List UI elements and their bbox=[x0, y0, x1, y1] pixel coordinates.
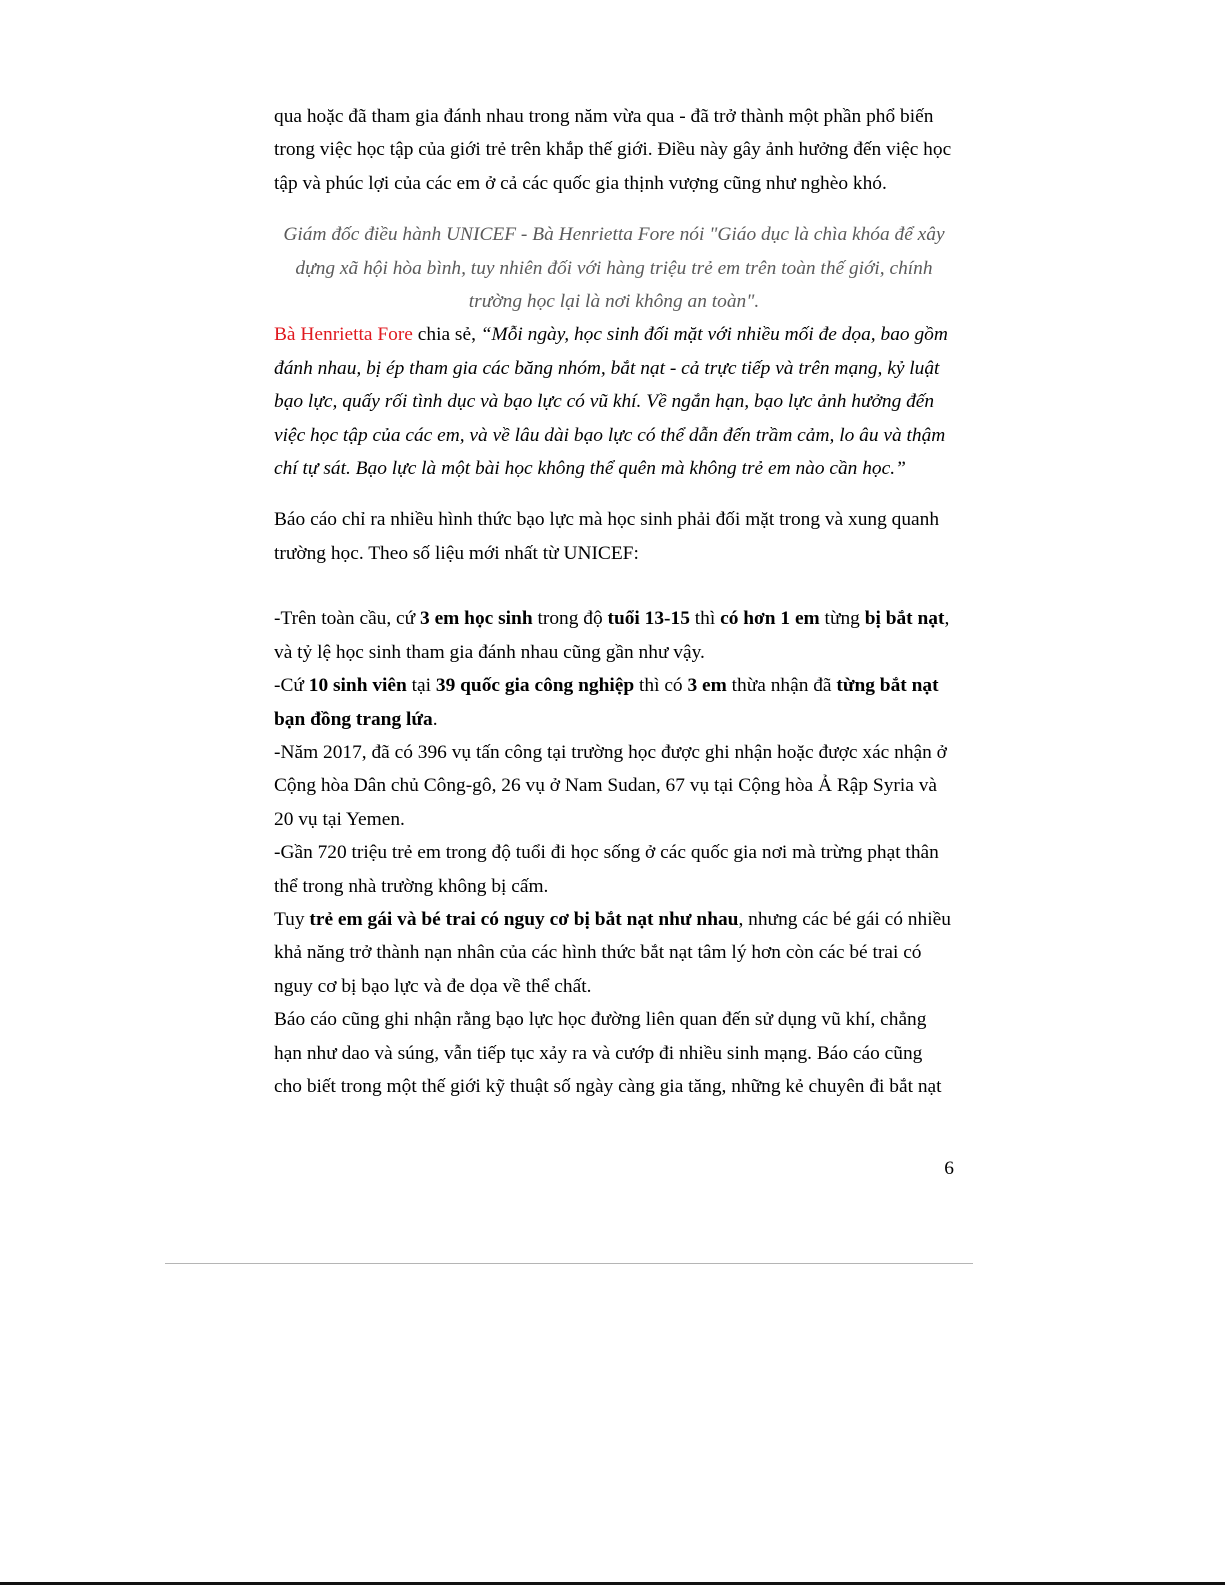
closing-paragraph: Báo cáo cũng ghi nhận rằng bạo lực học đường liên quan đến sử dụng vũ khí, chẳng hạn như dao và súng, vẫn tiếp tục xảy ra và cướp đi nhiều sinh mạng. Báo cáo cũng cho biết trong một thế giới kỹ thuật số ngày càng gia tăng, những kẻ chuyên đi bắt nạt bbox=[274, 1009, 942, 1097]
fact-text: từng bbox=[819, 608, 865, 630]
intro-paragraph: qua hoặc đã tham gia đánh nhau trong năm vừa qua - đã trở thành một phần phổ biến trong việc học tập của giới trẻ trên khắp thế giới. Điều này gây ảnh hưởng đến việc học tập và phúc lợi của các em ở cả các quốc gia thịnh vượng cũng như nghèo khó. bbox=[274, 106, 952, 194]
fact-text: thì có bbox=[634, 675, 688, 697]
gender-bold: trẻ em gái và bé trai có nguy cơ bị bắt nạt như nhau bbox=[309, 908, 739, 930]
fact-bullying-global bbox=[274, 602, 954, 669]
statement-verb: chia sẻ, bbox=[412, 324, 481, 346]
report-intro-paragraph: Báo cáo chỉ ra nhiều hình thức bạo lực mà học sinh phải đối mặt trong và xung quanh trường học. Theo số liệu mới nhất từ UNICEF: bbox=[274, 509, 940, 564]
fact-corporal-punishment: -Gần 720 triệu trẻ em trong độ tuổi đi học sống ở các quốc gia nơi mà trừng phạt thân thể trong nhà trường không bị cấm. bbox=[274, 842, 939, 897]
fact-bold: 3 em bbox=[687, 675, 727, 697]
statement-paragraph bbox=[274, 318, 954, 485]
gender-text: Tuy bbox=[274, 908, 310, 930]
page-number: 6 bbox=[944, 1158, 954, 1179]
page-break-divider bbox=[165, 1263, 973, 1264]
fact-text: trong độ bbox=[532, 608, 608, 630]
page-body bbox=[274, 100, 954, 1103]
unicef-quote: Giám đốc điều hành UNICEF - Bà Henrietta Fore nói "Giáo dục là chìa khóa để xây dựng xã hội hòa bình, tuy nhiên đối với hàng triệu trẻ em trên toàn thế giới, chính trường học lại là nơi không an toàn". bbox=[283, 224, 945, 313]
fact-bold: có hơn 1 em bbox=[720, 608, 820, 630]
fact-text: -Trên toàn cầu, cứ bbox=[274, 608, 421, 630]
gender-text: , nhưng các bé gái có nhiều khả năng trở thành nạn nhân của các hình thức bắt nạt tâm lý hơn còn các bé trai có nguy cơ bị bạo lực và đe dọa về thể chất. bbox=[274, 908, 951, 997]
fact-text: , và tỷ lệ học sinh tham gia đánh nhau cũng gần như vậy. bbox=[274, 608, 950, 663]
fact-text: tại bbox=[406, 675, 436, 697]
fact-bold: 3 em học sinh bbox=[420, 608, 533, 630]
fact-bold: tuổi 13-15 bbox=[607, 608, 690, 630]
speaker-name: Bà Henrietta Fore bbox=[274, 324, 413, 346]
fact-text: -Cứ bbox=[274, 675, 309, 697]
fact-bold: 39 quốc gia công nghiệp bbox=[435, 675, 635, 697]
fact-school-attacks: -Năm 2017, đã có 396 vụ tấn công tại trường học được ghi nhận hoặc được xác nhận ở Cộng hòa Dân chủ Công-gô, 26 vụ ở Nam Sudan, 67 vụ tại Cộng hòa Ả Rập Syria và 20 vụ tại Yemen. bbox=[274, 741, 947, 830]
fact-text: thì bbox=[689, 608, 721, 630]
fact-industrial-countries bbox=[274, 669, 954, 736]
fact-bold: bị bắt nạt bbox=[864, 608, 945, 630]
fact-bold: từng bắt nạt bạn đồng trang lứa bbox=[274, 675, 939, 730]
fact-text: . bbox=[432, 708, 438, 730]
fact-bold: 10 sinh viên bbox=[308, 675, 407, 697]
gender-paragraph bbox=[274, 903, 954, 1003]
fact-text: thừa nhận đã bbox=[726, 675, 837, 697]
statement-quote: “Mỗi ngày, học sinh đối mặt với nhiều mối đe dọa, bao gồm đánh nhau, bị ép tham gia các băng nhóm, bắt nạt - cả trực tiếp và trên mạng, kỷ luật bạo lực, quấy rối tình dục và bạo lực có vũ khí. Về ngắn hạn, bạo lực ảnh hưởng đến việc học tập của các em, và về lâu dài bạo lực có thể dẫn đến trầm cảm, lo âu và thậm chí tự sát. Bạo lực là một bài học không thể quên mà không trẻ em nào cần học.” bbox=[274, 324, 948, 480]
